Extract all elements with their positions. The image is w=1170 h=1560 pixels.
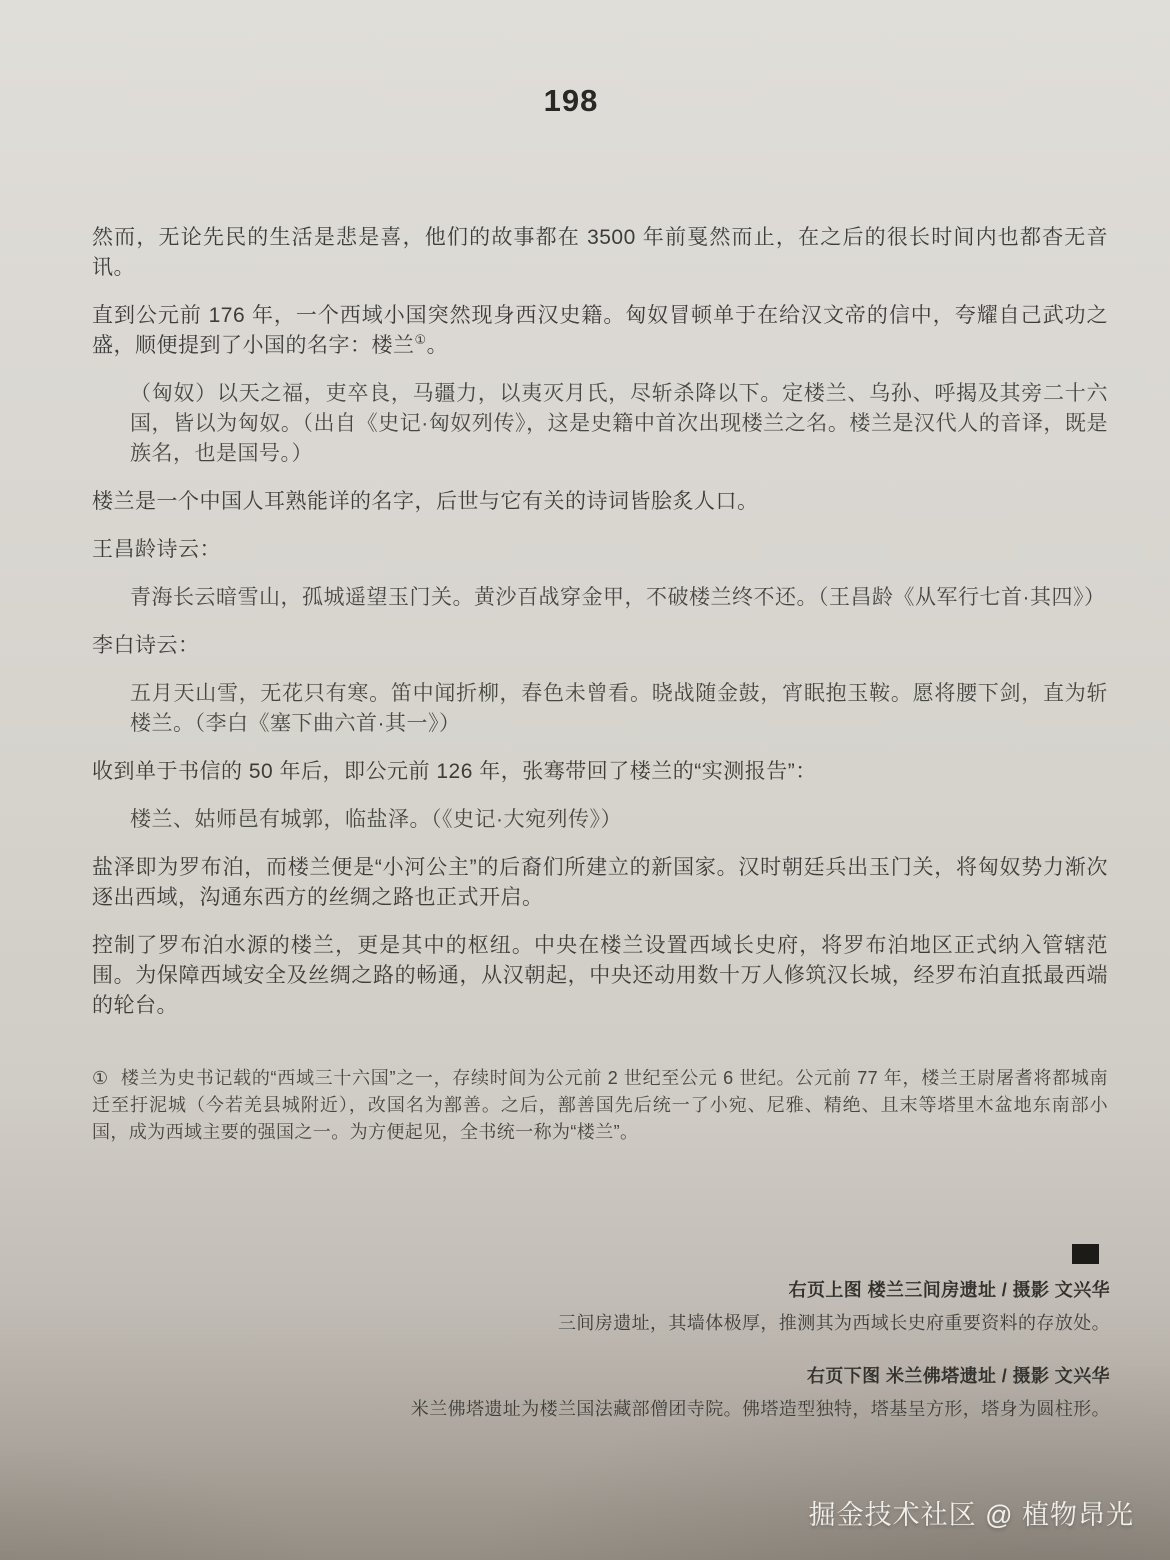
paragraph-intro: 然而，无论先民的生活是悲是喜，他们的故事都在 3500 年前戛然而止，在之后的很长时间内也都杳无音讯。 [92,226,1108,279]
paragraph-first-mention [92,301,1108,361]
footnote-marker: ① [92,1068,109,1088]
quote-shiji-dayuan: 楼兰、姑师邑有城郭，临盐泽。（《史记·大宛列传》） [130,808,622,831]
footnote-text: 楼兰为史书记载的“西域三十六国”之一，存续时间为公元前 2 世纪至公元 6 世纪。公元前 77 年，楼兰王尉屠耆将都城南迁至扜泥城（今若羌县城附近），改国名为鄯善。之后，鄯善国先后统一了小宛、尼雅、精绝、且末等塔里木盆地东南部小国，成为西域主要的强国之一。为方便起见，全书统一称为“楼兰”。 [92,1068,1108,1142]
watermark: 掘金技术社区 @ 植物昂光 [808,1500,1134,1530]
photo-captions [350,1244,1110,1422]
poem-wangchangling: 青海长云暗雪山，孤城遥望玉门关。黄沙百战穿金甲，不破楼兰终不还。（王昌龄《从军行七首·其四》） [130,586,1106,609]
quote-xiongnu-letter: （匈奴）以天之福，吏卒良，马疆力，以夷灭月氏，尽斩杀降以下。定楼兰、乌孙、呼揭及其旁二十六国，皆以为匈奴。（出自《史记·匈奴列传》，这是史籍中首次出现楼兰之名。楼兰是汉代人的音译，既是族名，也是国号。） [130,382,1108,465]
paragraph-text: 直到公元前 176 年，一个西域小国突然现身西汉史籍。匈奴冒顿单于在给汉文帝的信中，夸耀自己武功之盛，顺便提到了小国的名字：楼兰 [92,304,1108,357]
footnote-reference: ① [414,332,427,347]
section-marker-square [1072,1244,1099,1264]
caption-bottom-desc: 米兰佛塔遗址为楼兰国法藏部僧团寺院。佛塔造型独特，塔基呈方形，塔身为圆柱形。 [410,1399,1110,1419]
paragraph-yanze-lopnur: 盐泽即为罗布泊，而楼兰便是“小河公主”的后裔们所建立的新国家。汉时朝廷兵出玉门关，将匈奴势力渐次逐出西域，沟通东西方的丝绸之路也正式开启。 [92,856,1108,909]
paragraph-loulan-hub: 控制了罗布泊水源的楼兰，更是其中的枢纽。中央在楼兰设置西域长史府，将罗布泊地区正式纳入管辖范围。为保障西域安全及丝绸之路的畅通，从汉朝起，中央还动用数十万人修筑汉长城，经罗布泊直抵最西端的轮台。 [92,934,1108,1017]
caption-bottom-title: 右页下图 米兰佛塔遗址 / 摄影 文兴华 [806,1366,1110,1386]
paragraph-zhangqian-report: 收到单于书信的 50 年后，即公元前 126 年，张骞带回了楼兰的“实测报告”： [92,760,817,783]
page-number: 198 [543,83,599,118]
footnote [92,1065,1108,1146]
paragraph-famous-name: 楼兰是一个中国人耳熟能详的名字，后世与它有关的诗词皆脍炙人口。 [92,490,759,513]
caption-top-desc: 三间房遗址，其墙体极厚，推测其为西域长史府重要资料的存放处。 [558,1313,1110,1333]
paragraph-text: 。 [426,334,449,357]
paragraph-libai-lead: 李白诗云： [92,634,200,657]
caption-top-title: 右页上图 楼兰三间房遗址 / 摄影 文兴华 [788,1280,1110,1300]
poem-libai: 五月天山雪，无花只有寒。笛中闻折柳，春色未曾看。晓战随金鼓，宵眠抱玉鞍。愿将腰下剑，直为斩楼兰。（李白《塞下曲六首·其一》） [130,682,1108,735]
paragraph-wangchangling-lead: 王昌龄诗云： [92,538,221,561]
page-content [92,223,1108,1146]
